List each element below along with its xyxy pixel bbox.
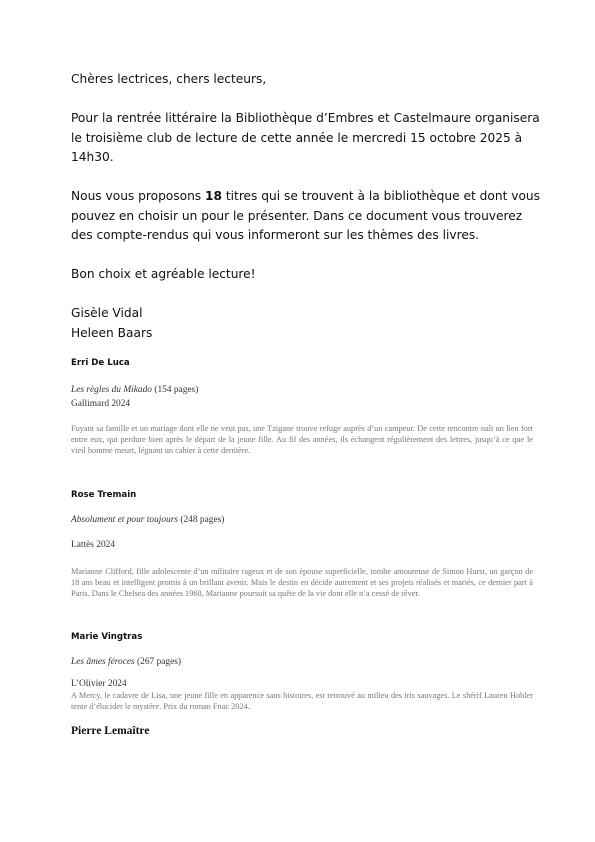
book-title-line [71,385,533,395]
book-publisher: Gallimard 2024 [71,399,131,409]
signature-name: Heleen Baars [71,325,153,340]
paragraph-invitation: Pour la rentrée littéraire la Bibliothèque d’Embres et Castelmaure organisera le troisième club de lecture de cette année le mercredi 15 octobre 2025 à 14h30. [71,111,540,164]
book-author: Pierre Lemaître [71,725,150,737]
book-author: Marie Vingtras [71,632,143,642]
letter [71,70,541,343]
book-title-line [71,657,533,667]
book-publisher: L’Olivier 2024 [71,679,127,689]
book-pages: (154 pages) [154,385,199,395]
book-title: Les règles du Mikado [71,385,152,395]
signature-name: Gisèle Vidal [71,306,143,320]
book-title: Les âmes féroces [71,657,135,667]
book-summary: A Mercy, le cadavre de Lisa, une jeune fille en apparence sans histoires, est retrouvé au milieu des iris sauvages. Le shérif Lauren Hobler tente d’élucider le mystère. Prix du roman Fnac 2024. [71,691,533,711]
book-pages: (267 pages) [137,657,182,667]
book-author: Erri De Luca [71,358,130,368]
book-title-line [71,515,533,525]
book-publisher: Lattès 2024 [71,540,116,550]
book-list [71,358,533,737]
book-summary: Fuyant sa famille et un mariage dont elle ne veut pas, une Tzigane trouve refuge auprès d’un campeur. De cette rencontre naît un lien fort entre eux, qui perdure bien après le départ de la jeune fille. Au fil des années, ils échangent régulièrement des lettres, jusqu’à ce que le vieil homme meurt, léguant un cahier à cette dernière. [71,424,533,455]
book-title: Absolument et pour toujours [71,515,179,525]
paragraph-proposal-start: Nous vous proposons [71,189,206,203]
book-author: Rose Tremain [71,490,137,500]
paragraph-proposal [71,187,541,246]
greeting: Chères lectrices, chers lecteurs, [71,72,267,86]
book-pages: (248 pages) [180,515,225,525]
closing-line: Bon choix et agréable lecture! [71,267,256,281]
book-summary: Marianne Clifford, fille adolescente d’un militaire rageux et de son épouse superficielle, tombe amoureuse de Simon Hurst, un garçon de 18 ans beau et intelligent promis à un brillant avenir. Mais le destin en décide autrement et ses projets réalisés et mariés, ce dernier part à Paris. Dans le Chelsea des années 1960, Marianne poursuit sa quête de la vie dont elle n’a cessé de rêver. [71,567,533,598]
paragraph-proposal-end: titres qui se trouvent à la bibliothèque et dont vous pouvez en choisir un pour le présenter. Dans ce document vous trouverez des compte-rendus qui vous informeront sur les thèmes des livres. [71,189,540,242]
title-count: 18 [205,189,222,203]
